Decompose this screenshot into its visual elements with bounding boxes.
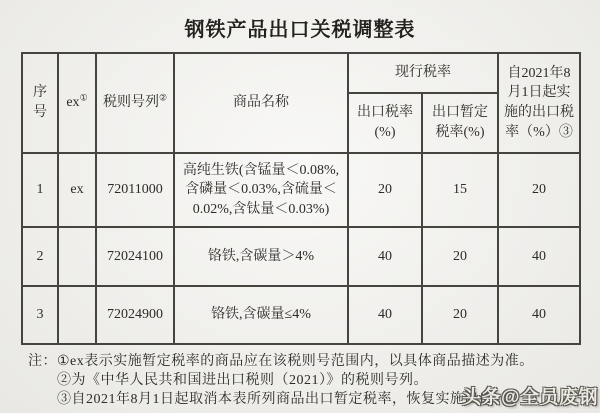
cell-export-rate: 20 <box>348 153 422 227</box>
cell-provisional-rate: 20 <box>422 286 498 344</box>
cell-product: 高纯生铁(含锰量＜0.08%,含磷量＜0.03%,含硫量＜0.02%,含钛量＜0.03%) <box>174 153 348 227</box>
cell-new-rate: 20 <box>498 153 580 227</box>
header-cell-provisional-rate: 出口暂定税率(%) <box>422 93 498 153</box>
cell-new-rate: 40 <box>498 286 580 344</box>
watermark-text: 头条@全员废钢 <box>461 387 598 408</box>
header-ex-text: ex <box>66 95 80 111</box>
cell-seq: 2 <box>22 227 58 286</box>
footnote-ref-2: ② <box>158 92 168 103</box>
cell-ex <box>58 286 96 344</box>
table-row-1 <box>22 153 580 227</box>
footnote-item-2: ②为《中华人民共和国进出口税则（2021）》的税则号列。 <box>57 373 428 388</box>
header-cell-code <box>96 53 174 153</box>
table-row-3 <box>22 286 580 344</box>
cell-seq: 3 <box>22 286 58 344</box>
header-cell-new-rate <box>498 53 580 153</box>
cell-ex: ex <box>58 153 96 227</box>
footnote-item-1: ①ex表示实施暂定税率的商品应在该税则号范围内，以具体商品描述为准。 <box>57 354 534 369</box>
cell-export-rate: 40 <box>348 286 422 344</box>
header-cell-current-rate-group: 现行税率 <box>348 53 498 93</box>
footnote-ref-1: ① <box>79 92 88 103</box>
cell-provisional-rate: 20 <box>422 227 498 286</box>
footnotes-label: 注： <box>28 354 57 369</box>
header-cell-product: 商品名称 <box>174 53 348 153</box>
header-cell-ex <box>58 53 96 153</box>
cell-code: 72024100 <box>96 227 174 286</box>
header-cell-export-rate: 出口税率(%) <box>348 93 422 153</box>
cell-new-rate: 40 <box>498 227 580 286</box>
cell-ex <box>58 227 96 286</box>
header-row-top <box>22 53 580 93</box>
header-code-text: 税则号列 <box>102 95 159 111</box>
footnote-ref-3: ③ <box>558 124 573 140</box>
cell-product: 铬铁,含碳量＞4% <box>174 227 348 286</box>
cell-provisional-rate: 15 <box>422 153 498 227</box>
header-cell-seq: 序号 <box>22 53 58 153</box>
cell-code: 72011000 <box>96 153 174 227</box>
cell-export-rate: 40 <box>348 227 422 286</box>
tariff-table <box>21 52 581 345</box>
footnote-item-3: ③自2021年8月1日起取消本表所列商品出口暂定税率，恢复实施出口 <box>57 392 494 407</box>
cell-product: 铬铁,含碳量≤4% <box>174 286 348 344</box>
table-row-2 <box>22 227 580 286</box>
cell-seq: 1 <box>22 153 58 227</box>
header-new-rate-text: 自2021年8月1日起实施的出口税率（%） <box>504 65 574 140</box>
cell-code: 72024900 <box>96 286 174 344</box>
page-title: 钢铁产品出口关税调整表 <box>184 19 416 41</box>
